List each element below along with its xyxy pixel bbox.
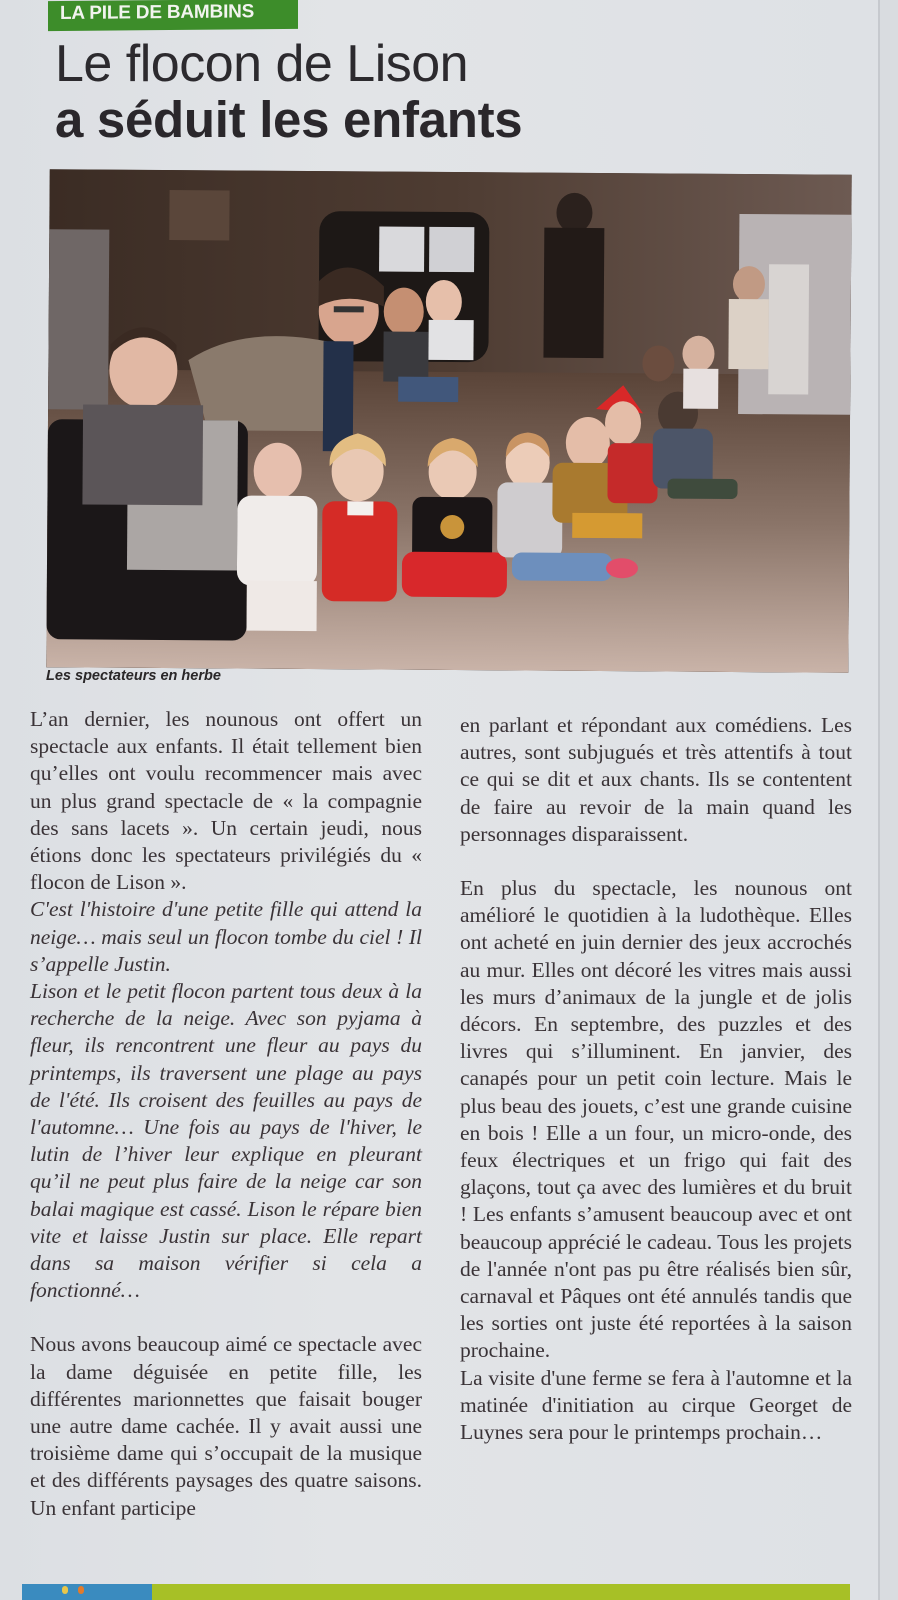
- headline-line-1: Le flocon de Lison: [55, 35, 469, 93]
- paragraph: La visite d'une ferme se fera à l'automne et la matinée d'initiation au cirque Georget de Luynes sera pour le printemps prochain…: [460, 1365, 852, 1445]
- section-rubric: LA PILE DE BAMBINS: [48, 0, 298, 31]
- paragraph: Nous avons beaucoup aimé ce spectacle avec la dame déguisée en petite fille, les différentes marionnettes que faisait bouger une autre dame cachée. Il y avait aussi une troisième dame qui s’occupait de la musique et des différents paysages des quatre saisons. Un enfant participe: [30, 1332, 422, 1520]
- footer-band-blue: [22, 1584, 152, 1600]
- article-column-left: [30, 706, 422, 1522]
- paragraph-italic: C'est l'histoire d'une petite fille qui attend la neige… mais seul un flocon tombe du ciel ! Il s’appelle Justin.: [30, 897, 422, 976]
- article-photo: [46, 169, 851, 673]
- article-column-right: [460, 712, 852, 1446]
- photo-illustration: [46, 169, 851, 673]
- paragraph: en parlant et répondant aux comédiens. Les autres, sont subjugués et très attentifs à tout ce qui se dit et aux chants. Ils se contentent de faire au revoir de la main quand les personnages disparaissent.: [460, 713, 852, 846]
- paragraph: L’an dernier, les nounous ont offert un spectacle aux enfants. Il était tellement bien qu’elles ont voulu recommencer mais avec un plus grand spectacle de « la compagnie des sans lacets ». Un certain jeudi, nous étions donc les spectateurs privilégiés du « flocon de Lison ».: [30, 707, 422, 895]
- footer-color-band: [22, 1584, 850, 1600]
- paragraph: En plus du spectacle, les nounous ont amélioré le quotidien à la ludothèque. Elles ont acheté en juin dernier des jeux accrochés au mur. Elles ont décoré les vitres mais aussi les murs d’animaux de la jungle et de jolis décors. En septembre, des puzzles et des livres qui s’illuminent. En janvier, des canapés pour un petit coin lecture. Mais le plus beau des jouets, c’est une grande cuisine en bois ! Elle a un four, un micro-onde, des feux électriques et un frigo qui fait des glaçons, tout ça avec des lumières et du bruit ! Les enfants s’amusent beaucoup avec et ont beaucoup apprécié le cadeau. Tous les projets de l'année n'ont pas pu être réalisés bien sûr, carnaval et Pâques ont été annulés tandis que les sorties ont juste été reportées à la saison prochaine.: [460, 876, 852, 1363]
- paragraph-italic: Lison et le petit flocon partent tous deux à la recherche de la neige. Avec son pyjama à fleur, ils rencontrent une fleur au pays du printemps, ils traversent une plage au pays de l'été. Ils croisent des feuilles au pays de l'automne… Une fois au pays de l'hiver, le lutin de l’hiver leur explique en pleurant qu’il ne peut plus faire de la neige car son balai magique est cassé. Lison le répare bien vite et laisse Justin sur place. Elle repart dans sa maison vérifier si cela a fonctionné…: [30, 979, 422, 1303]
- decoration-dot: [78, 1586, 84, 1594]
- headline-line-2: a séduit les enfants: [55, 91, 523, 148]
- footer-band-green: [152, 1584, 850, 1600]
- decoration-dot: [62, 1586, 68, 1594]
- page-edge: [878, 0, 880, 1600]
- photo-caption: Les spectateurs en herbe: [46, 668, 221, 684]
